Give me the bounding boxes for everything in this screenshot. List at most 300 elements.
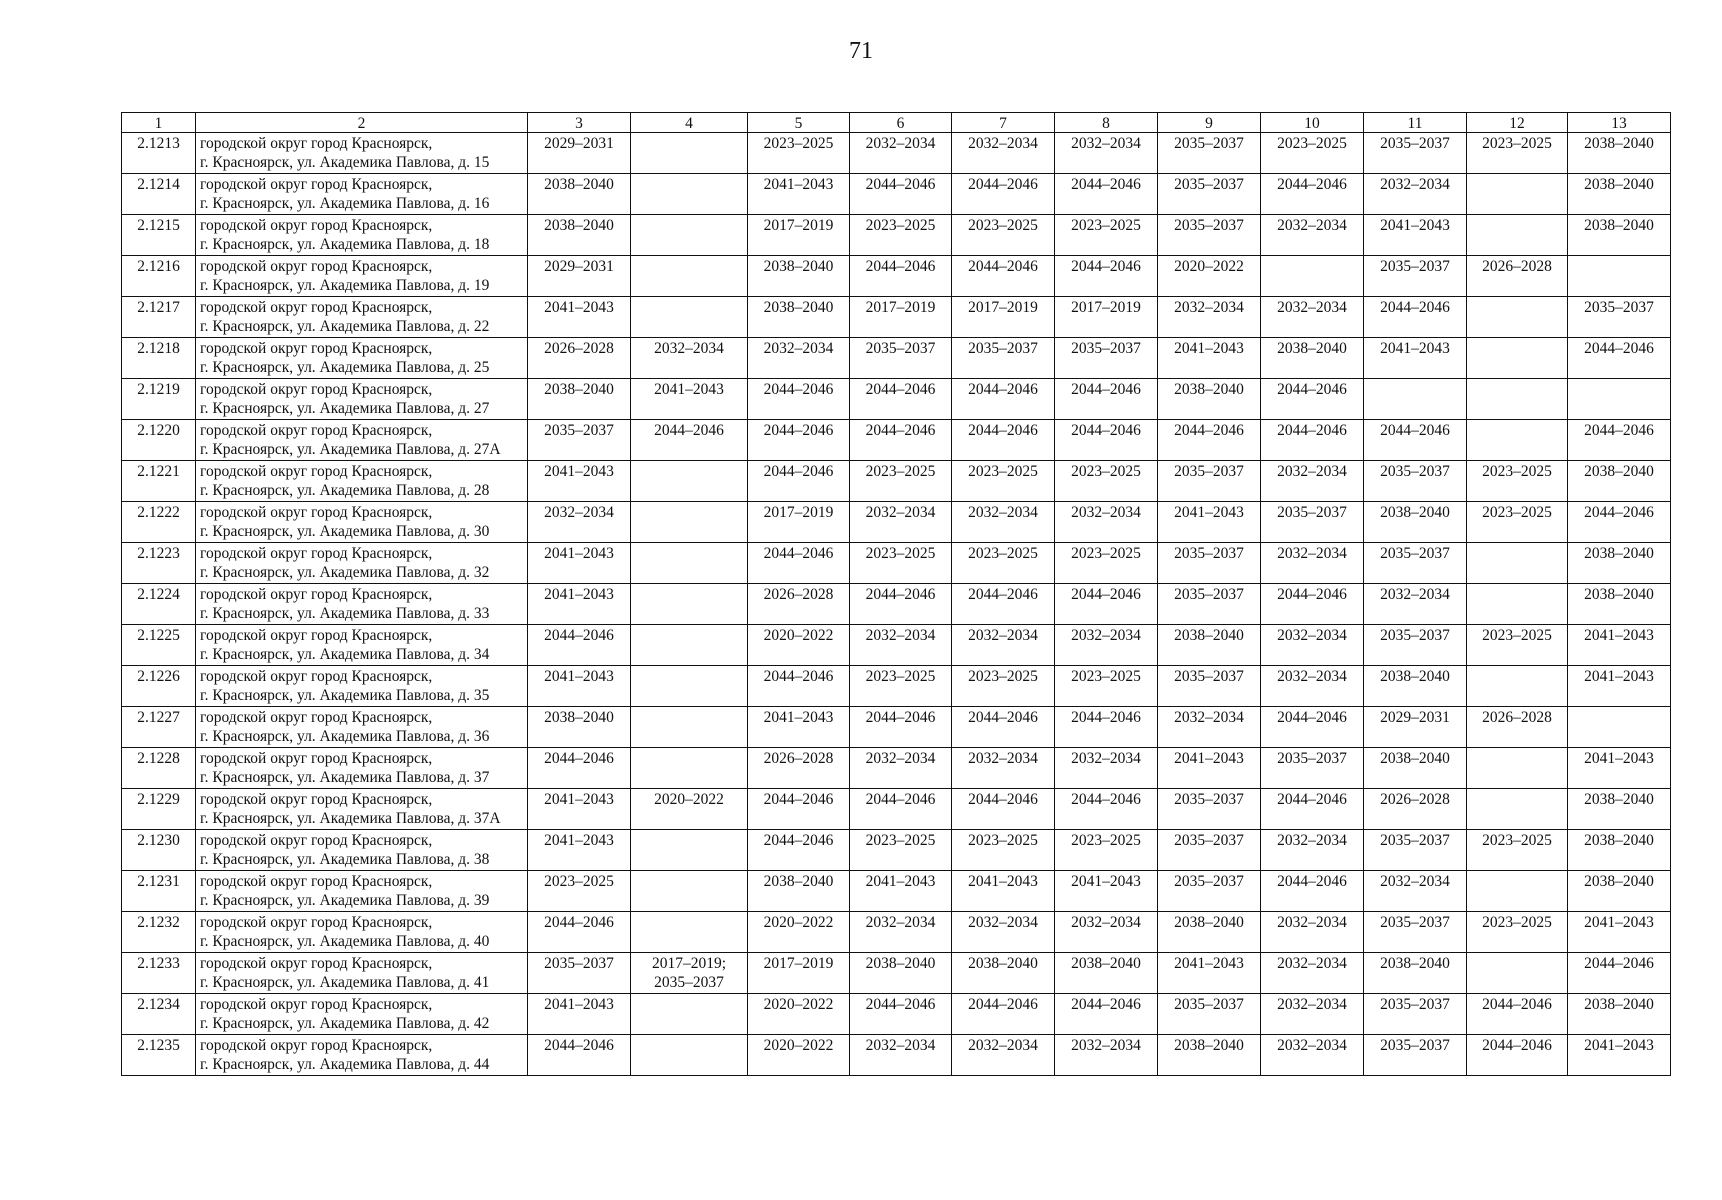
period-cell-13 <box>1568 379 1671 420</box>
row-number-cell: 2.1233 <box>122 953 196 994</box>
period-cell-4 <box>631 502 748 543</box>
period-cell-4 <box>631 830 748 871</box>
period-cell-7: 2044–2046 <box>952 994 1055 1035</box>
period-cell-13: 2038–2040 <box>1568 215 1671 256</box>
period-cell-8: 2032–2034 <box>1055 748 1158 789</box>
period-cell-12 <box>1467 666 1568 707</box>
period-cell-5: 2044–2046 <box>748 379 850 420</box>
period-cell-6: 2023–2025 <box>850 215 952 256</box>
address-cell <box>196 1035 528 1076</box>
period-cell-9: 2035–2037 <box>1158 789 1261 830</box>
period-cell-5: 2017–2019 <box>748 215 850 256</box>
address-municipality: городской округ город Красноярск, <box>200 1037 433 1054</box>
period-cell-5: 2044–2046 <box>748 543 850 584</box>
row-number-cell: 2.1216 <box>122 256 196 297</box>
period-cell-9: 2035–2037 <box>1158 994 1261 1035</box>
period-cell-3: 2041–2043 <box>528 297 631 338</box>
period-cell-4 <box>631 707 748 748</box>
row-number-cell: 2.1225 <box>122 625 196 666</box>
period-cell-7: 2044–2046 <box>952 584 1055 625</box>
table-row <box>122 1035 1671 1076</box>
period-cell-3: 2029–2031 <box>528 256 631 297</box>
period-cell-6: 2023–2025 <box>850 543 952 584</box>
table-row <box>122 912 1671 953</box>
period-cell-3: 2035–2037 <box>528 953 631 994</box>
address-cell <box>196 174 528 215</box>
period-cell-5: 2026–2028 <box>748 748 850 789</box>
period-cell-7: 2044–2046 <box>952 420 1055 461</box>
period-cell-5: 2041–2043 <box>748 174 850 215</box>
table-row <box>122 994 1671 1035</box>
period-cell-9: 2038–2040 <box>1158 379 1261 420</box>
period-cell-10: 2032–2034 <box>1261 994 1364 1035</box>
period-cell-3: 2041–2043 <box>528 584 631 625</box>
address-cell <box>196 748 528 789</box>
address-municipality: городской округ город Красноярск, <box>200 381 433 398</box>
period-cell-3: 2044–2046 <box>528 625 631 666</box>
address-street: г. Красноярск, ул. Академика Павлова, д. 30 <box>200 523 490 540</box>
period-cell-5: 2020–2022 <box>748 912 850 953</box>
period-cell-9: 2035–2037 <box>1158 215 1261 256</box>
period-cell-6: 2023–2025 <box>850 666 952 707</box>
row-number-cell: 2.1213 <box>122 133 196 174</box>
period-cell-13: 2041–2043 <box>1568 748 1671 789</box>
period-cell-7: 2041–2043 <box>952 871 1055 912</box>
period-cell-4 <box>631 994 748 1035</box>
table-row <box>122 543 1671 584</box>
period-cell-12 <box>1467 379 1568 420</box>
period-cell-5: 2038–2040 <box>748 256 850 297</box>
period-cell-6: 2035–2037 <box>850 338 952 379</box>
period-cell-4 <box>631 543 748 584</box>
period-cell-3: 2035–2037 <box>528 420 631 461</box>
column-header-9: 9 <box>1158 113 1261 133</box>
address-municipality: городской округ город Красноярск, <box>200 217 433 234</box>
row-number-cell: 2.1228 <box>122 748 196 789</box>
address-street: г. Красноярск, ул. Академика Павлова, д. 40 <box>200 933 490 950</box>
period-cell-7: 2044–2046 <box>952 174 1055 215</box>
period-cell-11: 2035–2037 <box>1364 133 1467 174</box>
period-cell-11: 2038–2040 <box>1364 953 1467 994</box>
period-cell-9: 2020–2022 <box>1158 256 1261 297</box>
period-cell-5: 2044–2046 <box>748 666 850 707</box>
period-cell-5: 2044–2046 <box>748 830 850 871</box>
column-header-6: 6 <box>850 113 952 133</box>
address-cell <box>196 215 528 256</box>
address-cell <box>196 953 528 994</box>
period-cell-13: 2041–2043 <box>1568 912 1671 953</box>
period-cell-3: 2038–2040 <box>528 174 631 215</box>
table-row <box>122 871 1671 912</box>
period-cell-7: 2035–2037 <box>952 338 1055 379</box>
period-cell-5: 2038–2040 <box>748 871 850 912</box>
period-cell-11: 2032–2034 <box>1364 871 1467 912</box>
table-row <box>122 420 1671 461</box>
period-cell-6: 2044–2046 <box>850 174 952 215</box>
row-number-cell: 2.1221 <box>122 461 196 502</box>
period-cell-12 <box>1467 871 1568 912</box>
period-cell-6: 2032–2034 <box>850 625 952 666</box>
period-cell-8: 2041–2043 <box>1055 871 1158 912</box>
period-cell-9: 2032–2034 <box>1158 707 1261 748</box>
period-cell-9: 2041–2043 <box>1158 338 1261 379</box>
period-cell-13: 2038–2040 <box>1568 789 1671 830</box>
table-row <box>122 379 1671 420</box>
period-cell-13: 2041–2043 <box>1568 1035 1671 1076</box>
address-street: г. Красноярск, ул. Академика Павлова, д. 19 <box>200 277 490 294</box>
period-cell-3: 2023–2025 <box>528 871 631 912</box>
period-cell-9: 2041–2043 <box>1158 953 1261 994</box>
period-cell-12 <box>1467 789 1568 830</box>
period-cell-10: 2032–2034 <box>1261 297 1364 338</box>
period-cell-8: 2035–2037 <box>1055 338 1158 379</box>
row-number-cell: 2.1217 <box>122 297 196 338</box>
period-cell-12: 2023–2025 <box>1467 502 1568 543</box>
period-cell-8: 2032–2034 <box>1055 912 1158 953</box>
period-cell-11: 2032–2034 <box>1364 174 1467 215</box>
period-cell-4: 2017–2019; 2035–2037 <box>631 953 748 994</box>
address-street: г. Красноярск, ул. Академика Павлова, д. 44 <box>200 1056 490 1073</box>
period-cell-10: 2032–2034 <box>1261 461 1364 502</box>
address-cell <box>196 461 528 502</box>
column-header-5: 5 <box>748 113 850 133</box>
period-cell-13: 2038–2040 <box>1568 584 1671 625</box>
period-cell-13: 2041–2043 <box>1568 625 1671 666</box>
period-cell-8: 2032–2034 <box>1055 133 1158 174</box>
period-cell-11 <box>1364 379 1467 420</box>
address-street: г. Красноярск, ул. Академика Павлова, д. 15 <box>200 154 490 171</box>
table-row <box>122 625 1671 666</box>
period-cell-3: 2032–2034 <box>528 502 631 543</box>
period-cell-5: 2044–2046 <box>748 789 850 830</box>
address-cell <box>196 666 528 707</box>
period-cell-4 <box>631 666 748 707</box>
period-cell-11: 2035–2037 <box>1364 461 1467 502</box>
period-cell-10: 2032–2034 <box>1261 625 1364 666</box>
row-number-cell: 2.1232 <box>122 912 196 953</box>
period-cell-13: 2038–2040 <box>1568 871 1671 912</box>
period-cell-6: 2044–2046 <box>850 420 952 461</box>
period-cell-11: 2044–2046 <box>1364 297 1467 338</box>
table-row <box>122 584 1671 625</box>
period-cell-3: 2041–2043 <box>528 830 631 871</box>
period-cell-9: 2035–2037 <box>1158 174 1261 215</box>
period-cell-11: 2041–2043 <box>1364 338 1467 379</box>
table-row <box>122 256 1671 297</box>
header-row <box>122 113 1671 133</box>
address-municipality: городской округ город Красноярск, <box>200 791 433 808</box>
period-cell-7: 2023–2025 <box>952 830 1055 871</box>
column-header-12: 12 <box>1467 113 1568 133</box>
period-cell-3: 2044–2046 <box>528 748 631 789</box>
period-cell-13: 2041–2043 <box>1568 666 1671 707</box>
period-cell-7: 2032–2034 <box>952 912 1055 953</box>
address-municipality: городской округ город Красноярск, <box>200 586 433 603</box>
address-street: г. Красноярск, ул. Академика Павлова, д. 37А <box>200 810 501 827</box>
period-cell-8: 2023–2025 <box>1055 666 1158 707</box>
period-cell-7: 2032–2034 <box>952 502 1055 543</box>
period-cell-8: 2032–2034 <box>1055 502 1158 543</box>
period-cell-4: 2032–2034 <box>631 338 748 379</box>
table-row <box>122 338 1671 379</box>
period-cell-6: 2017–2019 <box>850 297 952 338</box>
address-municipality: городской округ город Красноярск, <box>200 668 433 685</box>
period-cell-4: 2020–2022 <box>631 789 748 830</box>
period-cell-8: 2017–2019 <box>1055 297 1158 338</box>
period-cell-9: 2032–2034 <box>1158 297 1261 338</box>
period-cell-8: 2023–2025 <box>1055 215 1158 256</box>
period-cell-6: 2032–2034 <box>850 133 952 174</box>
period-cell-5: 2026–2028 <box>748 584 850 625</box>
period-cell-9: 2038–2040 <box>1158 625 1261 666</box>
period-cell-12: 2023–2025 <box>1467 912 1568 953</box>
period-cell-6: 2023–2025 <box>850 461 952 502</box>
period-cell-7: 2023–2025 <box>952 666 1055 707</box>
period-cell-3: 2044–2046 <box>528 1035 631 1076</box>
period-cell-12 <box>1467 584 1568 625</box>
period-cell-10: 2044–2046 <box>1261 379 1364 420</box>
period-cell-11: 2038–2040 <box>1364 666 1467 707</box>
period-cell-9: 2035–2037 <box>1158 461 1261 502</box>
row-number-cell: 2.1215 <box>122 215 196 256</box>
period-cell-12 <box>1467 543 1568 584</box>
period-cell-4 <box>631 174 748 215</box>
period-cell-11: 2035–2037 <box>1364 994 1467 1035</box>
period-cell-6: 2044–2046 <box>850 256 952 297</box>
address-cell <box>196 625 528 666</box>
period-cell-5: 2017–2019 <box>748 502 850 543</box>
period-cell-10: 2032–2034 <box>1261 215 1364 256</box>
period-cell-7: 2023–2025 <box>952 461 1055 502</box>
period-cell-8: 2044–2046 <box>1055 789 1158 830</box>
period-cell-4: 2041–2043 <box>631 379 748 420</box>
address-municipality: городской округ город Красноярск, <box>200 996 433 1013</box>
period-cell-9: 2044–2046 <box>1158 420 1261 461</box>
row-number-cell: 2.1230 <box>122 830 196 871</box>
period-cell-8: 2044–2046 <box>1055 379 1158 420</box>
address-street: г. Красноярск, ул. Академика Павлова, д. 38 <box>200 851 490 868</box>
column-header-8: 8 <box>1055 113 1158 133</box>
period-cell-9: 2041–2043 <box>1158 502 1261 543</box>
address-street: г. Красноярск, ул. Академика Павлова, д. 42 <box>200 1015 490 1032</box>
address-cell <box>196 912 528 953</box>
row-number-cell: 2.1231 <box>122 871 196 912</box>
period-cell-11: 2035–2037 <box>1364 625 1467 666</box>
period-cell-6: 2032–2034 <box>850 502 952 543</box>
address-street: г. Красноярск, ул. Академика Павлова, д. 22 <box>200 318 490 335</box>
period-cell-8: 2044–2046 <box>1055 174 1158 215</box>
period-cell-12 <box>1467 297 1568 338</box>
address-municipality: городской округ город Красноярск, <box>200 258 433 275</box>
address-cell <box>196 133 528 174</box>
period-cell-4 <box>631 748 748 789</box>
period-cell-6: 2032–2034 <box>850 1035 952 1076</box>
column-header-2: 2 <box>196 113 528 133</box>
period-cell-10: 2032–2034 <box>1261 912 1364 953</box>
period-cell-13: 2044–2046 <box>1568 420 1671 461</box>
period-cell-13: 2038–2040 <box>1568 174 1671 215</box>
period-cell-11: 2035–2037 <box>1364 543 1467 584</box>
address-municipality: городской округ город Красноярск, <box>200 873 433 890</box>
period-cell-10: 2044–2046 <box>1261 174 1364 215</box>
period-cell-13: 2038–2040 <box>1568 543 1671 584</box>
period-cell-10: 2023–2025 <box>1261 133 1364 174</box>
table-row <box>122 666 1671 707</box>
period-cell-13: 2044–2046 <box>1568 502 1671 543</box>
period-cell-7: 2032–2034 <box>952 625 1055 666</box>
period-cell-10: 2044–2046 <box>1261 789 1364 830</box>
period-cell-4 <box>631 912 748 953</box>
period-cell-7: 2044–2046 <box>952 379 1055 420</box>
period-cell-11: 2029–2031 <box>1364 707 1467 748</box>
address-municipality: городской округ город Красноярск, <box>200 627 433 644</box>
period-cell-11: 2038–2040 <box>1364 748 1467 789</box>
period-cell-4 <box>631 871 748 912</box>
period-cell-7: 2044–2046 <box>952 256 1055 297</box>
period-cell-9: 2035–2037 <box>1158 871 1261 912</box>
schedule-table <box>121 112 1671 1076</box>
address-municipality: городской округ город Красноярск, <box>200 709 433 726</box>
period-cell-12: 2023–2025 <box>1467 625 1568 666</box>
address-street: г. Красноярск, ул. Академика Павлова, д. 28 <box>200 482 490 499</box>
period-cell-6: 2044–2046 <box>850 707 952 748</box>
row-number-cell: 2.1219 <box>122 379 196 420</box>
period-cell-7: 2044–2046 <box>952 789 1055 830</box>
address-street: г. Красноярск, ул. Академика Павлова, д. 18 <box>200 236 490 253</box>
period-cell-13: 2044–2046 <box>1568 338 1671 379</box>
period-cell-4 <box>631 133 748 174</box>
table-row <box>122 133 1671 174</box>
period-cell-12 <box>1467 215 1568 256</box>
period-cell-4: 2044–2046 <box>631 420 748 461</box>
period-cell-12 <box>1467 174 1568 215</box>
address-street: г. Красноярск, ул. Академика Павлова, д. 36 <box>200 728 490 745</box>
period-cell-7: 2017–2019 <box>952 297 1055 338</box>
period-cell-5: 2020–2022 <box>748 625 850 666</box>
period-cell-12 <box>1467 420 1568 461</box>
column-header-7: 7 <box>952 113 1055 133</box>
period-cell-7: 2023–2025 <box>952 215 1055 256</box>
period-cell-5: 2041–2043 <box>748 707 850 748</box>
address-municipality: городской округ город Красноярск, <box>200 340 433 357</box>
address-cell <box>196 584 528 625</box>
period-cell-10 <box>1261 256 1364 297</box>
period-cell-9: 2038–2040 <box>1158 912 1261 953</box>
period-cell-4 <box>631 461 748 502</box>
address-cell <box>196 420 528 461</box>
period-cell-12: 2023–2025 <box>1467 830 1568 871</box>
address-cell <box>196 707 528 748</box>
table-row <box>122 502 1671 543</box>
address-street: г. Красноярск, ул. Академика Павлова, д. 41 <box>200 974 490 991</box>
address-street: г. Красноярск, ул. Академика Павлова, д. 37 <box>200 769 490 786</box>
period-cell-9: 2035–2037 <box>1158 543 1261 584</box>
row-number-cell: 2.1223 <box>122 543 196 584</box>
address-municipality: городской округ город Красноярск, <box>200 750 433 767</box>
period-cell-10: 2044–2046 <box>1261 707 1364 748</box>
row-number-cell: 2.1222 <box>122 502 196 543</box>
period-cell-12 <box>1467 338 1568 379</box>
table-row <box>122 297 1671 338</box>
period-cell-13: 2035–2037 <box>1568 297 1671 338</box>
period-cell-7: 2038–2040 <box>952 953 1055 994</box>
address-cell <box>196 830 528 871</box>
period-cell-3: 2038–2040 <box>528 215 631 256</box>
period-cell-7: 2023–2025 <box>952 543 1055 584</box>
address-municipality: городской округ город Красноярск, <box>200 545 433 562</box>
period-cell-5: 2023–2025 <box>748 133 850 174</box>
period-cell-10: 2044–2046 <box>1261 871 1364 912</box>
address-municipality: городской округ город Красноярск, <box>200 832 433 849</box>
period-cell-8: 2044–2046 <box>1055 707 1158 748</box>
period-cell-5: 2044–2046 <box>748 420 850 461</box>
period-cell-11: 2035–2037 <box>1364 256 1467 297</box>
table-body <box>122 133 1671 1076</box>
period-cell-11: 2035–2037 <box>1364 1035 1467 1076</box>
column-header-4: 4 <box>631 113 748 133</box>
period-cell-4 <box>631 584 748 625</box>
period-cell-13 <box>1568 707 1671 748</box>
period-cell-3: 2038–2040 <box>528 707 631 748</box>
period-cell-12: 2023–2025 <box>1467 133 1568 174</box>
period-cell-5: 2044–2046 <box>748 461 850 502</box>
period-cell-8: 2044–2046 <box>1055 994 1158 1035</box>
table-row <box>122 748 1671 789</box>
period-cell-3: 2038–2040 <box>528 379 631 420</box>
period-cell-13: 2038–2040 <box>1568 461 1671 502</box>
period-cell-8: 2023–2025 <box>1055 543 1158 584</box>
period-cell-3: 2041–2043 <box>528 994 631 1035</box>
period-cell-12: 2026–2028 <box>1467 256 1568 297</box>
column-header-10: 10 <box>1261 113 1364 133</box>
table-header <box>122 113 1671 133</box>
period-cell-11: 2035–2037 <box>1364 830 1467 871</box>
period-cell-10: 2032–2034 <box>1261 953 1364 994</box>
column-header-1: 1 <box>122 113 196 133</box>
period-cell-9: 2035–2037 <box>1158 830 1261 871</box>
period-cell-6: 2044–2046 <box>850 379 952 420</box>
period-cell-9: 2035–2037 <box>1158 133 1261 174</box>
period-cell-12 <box>1467 953 1568 994</box>
column-header-11: 11 <box>1364 113 1467 133</box>
period-cell-10: 2032–2034 <box>1261 666 1364 707</box>
period-cell-13: 2038–2040 <box>1568 830 1671 871</box>
address-street: г. Красноярск, ул. Академика Павлова, д. 27А <box>200 441 501 458</box>
row-number-cell: 2.1218 <box>122 338 196 379</box>
period-cell-6: 2038–2040 <box>850 953 952 994</box>
table-row <box>122 174 1671 215</box>
period-cell-11: 2035–2037 <box>1364 912 1467 953</box>
address-municipality: городской округ город Красноярск, <box>200 422 433 439</box>
period-cell-11: 2041–2043 <box>1364 215 1467 256</box>
period-cell-12: 2023–2025 <box>1467 461 1568 502</box>
period-cell-10: 2044–2046 <box>1261 420 1364 461</box>
period-cell-9: 2038–2040 <box>1158 1035 1261 1076</box>
period-cell-8: 2044–2046 <box>1055 420 1158 461</box>
period-cell-10: 2032–2034 <box>1261 830 1364 871</box>
period-cell-10: 2032–2034 <box>1261 1035 1364 1076</box>
period-cell-13: 2038–2040 <box>1568 994 1671 1035</box>
period-cell-7: 2032–2034 <box>952 133 1055 174</box>
period-cell-9: 2035–2037 <box>1158 584 1261 625</box>
period-cell-3: 2041–2043 <box>528 543 631 584</box>
period-cell-12: 2026–2028 <box>1467 707 1568 748</box>
period-cell-8: 2023–2025 <box>1055 461 1158 502</box>
row-number-cell: 2.1227 <box>122 707 196 748</box>
address-cell <box>196 543 528 584</box>
address-municipality: городской округ город Красноярск, <box>200 299 433 316</box>
period-cell-6: 2023–2025 <box>850 830 952 871</box>
